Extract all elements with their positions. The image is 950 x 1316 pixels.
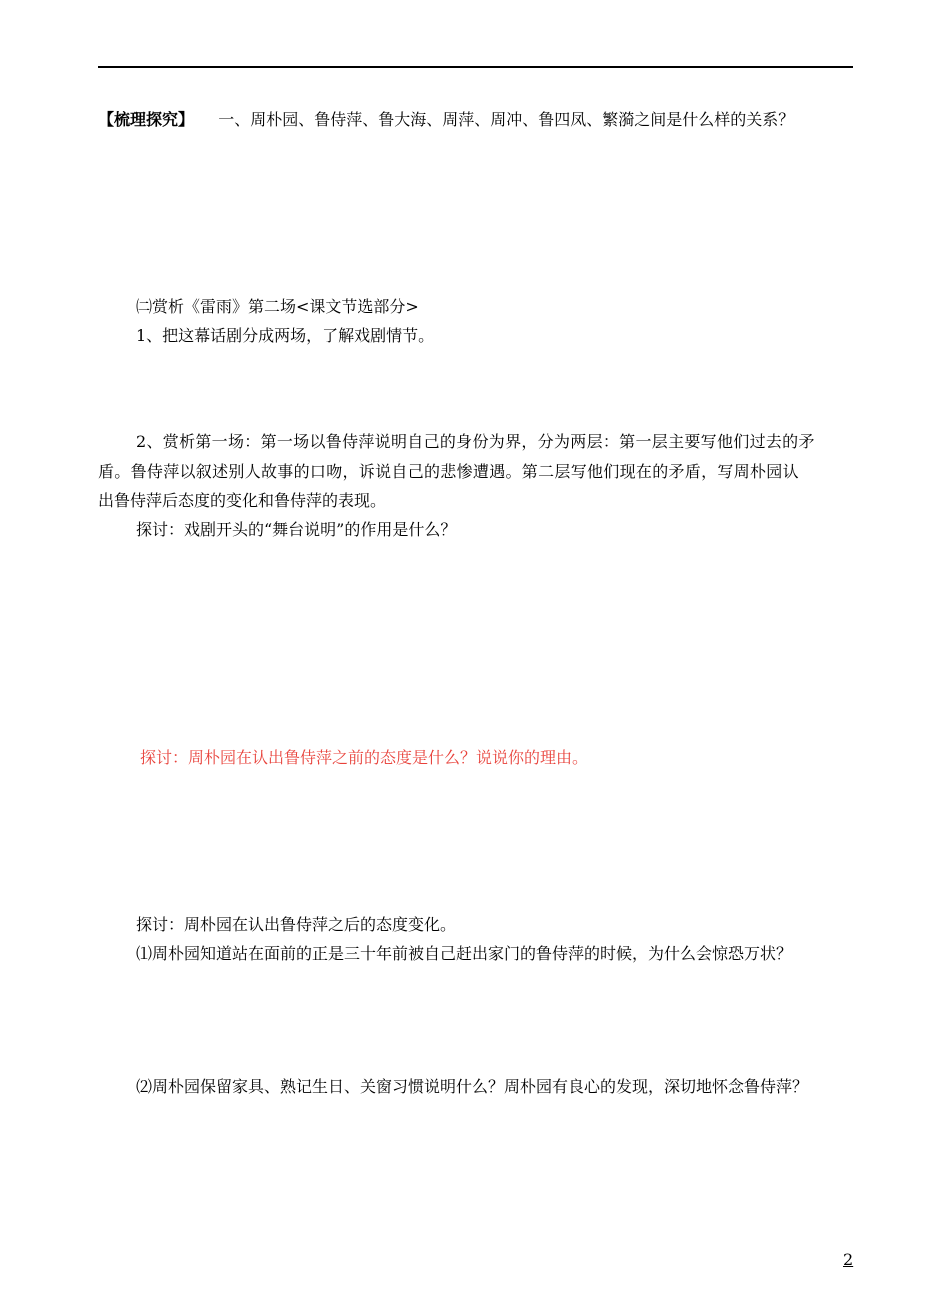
section-heading: 【梳理探究】 xyxy=(98,110,195,129)
discussion-stage-directions: 探讨：戏剧开头的“舞台说明”的作用是什么？ xyxy=(136,520,457,539)
question-one: 一、周朴园、鲁侍萍、鲁大海、周萍、周冲、鲁四凤、繁漪之间是什么样的关系？ xyxy=(218,110,795,129)
discussion-after-recognition: 探讨：周朴园在认出鲁侍萍之后的态度变化。 xyxy=(136,915,457,934)
sub-question-two: ⑵周朴园保留家具、熟记生日、关窗习惯说明什么？周朴园有良心的发现，深切地怀念鲁侍萍？ xyxy=(136,1077,809,1096)
heading-line xyxy=(98,110,794,130)
item-two-line-2: 盾。鲁侍萍以叙述别人故事的口吻，诉说自己的悲惨遭遇。第二层写他们现在的矛盾，写周朴园认 xyxy=(98,462,799,481)
sub-question-one: ⑴周朴园知道站在面前的正是三十年前被自己赶出家门的鲁侍萍的时候，为什么会惊恐万状？ xyxy=(136,944,793,963)
item-two-line-3: 出鲁侍萍后态度的变化和鲁侍萍的表现。 xyxy=(98,491,387,510)
page-number: 2 xyxy=(843,1250,854,1269)
item-one: 1、把这幕话剧分成两场，了解戏剧情节。 xyxy=(136,326,435,345)
item-two-line-1: 2、赏析第一场：第一场以鲁侍萍说明自己的身份为界，分为两层：第一层主要写他们过去的矛 xyxy=(136,432,815,451)
discussion-before-recognition: 探讨：周朴园在认出鲁侍萍之前的态度是什么？说说你的理由。 xyxy=(140,748,589,767)
header-rule xyxy=(98,66,853,68)
part-two-title: ㈡赏析《雷雨》第二场<课文节选部分> xyxy=(136,297,419,316)
